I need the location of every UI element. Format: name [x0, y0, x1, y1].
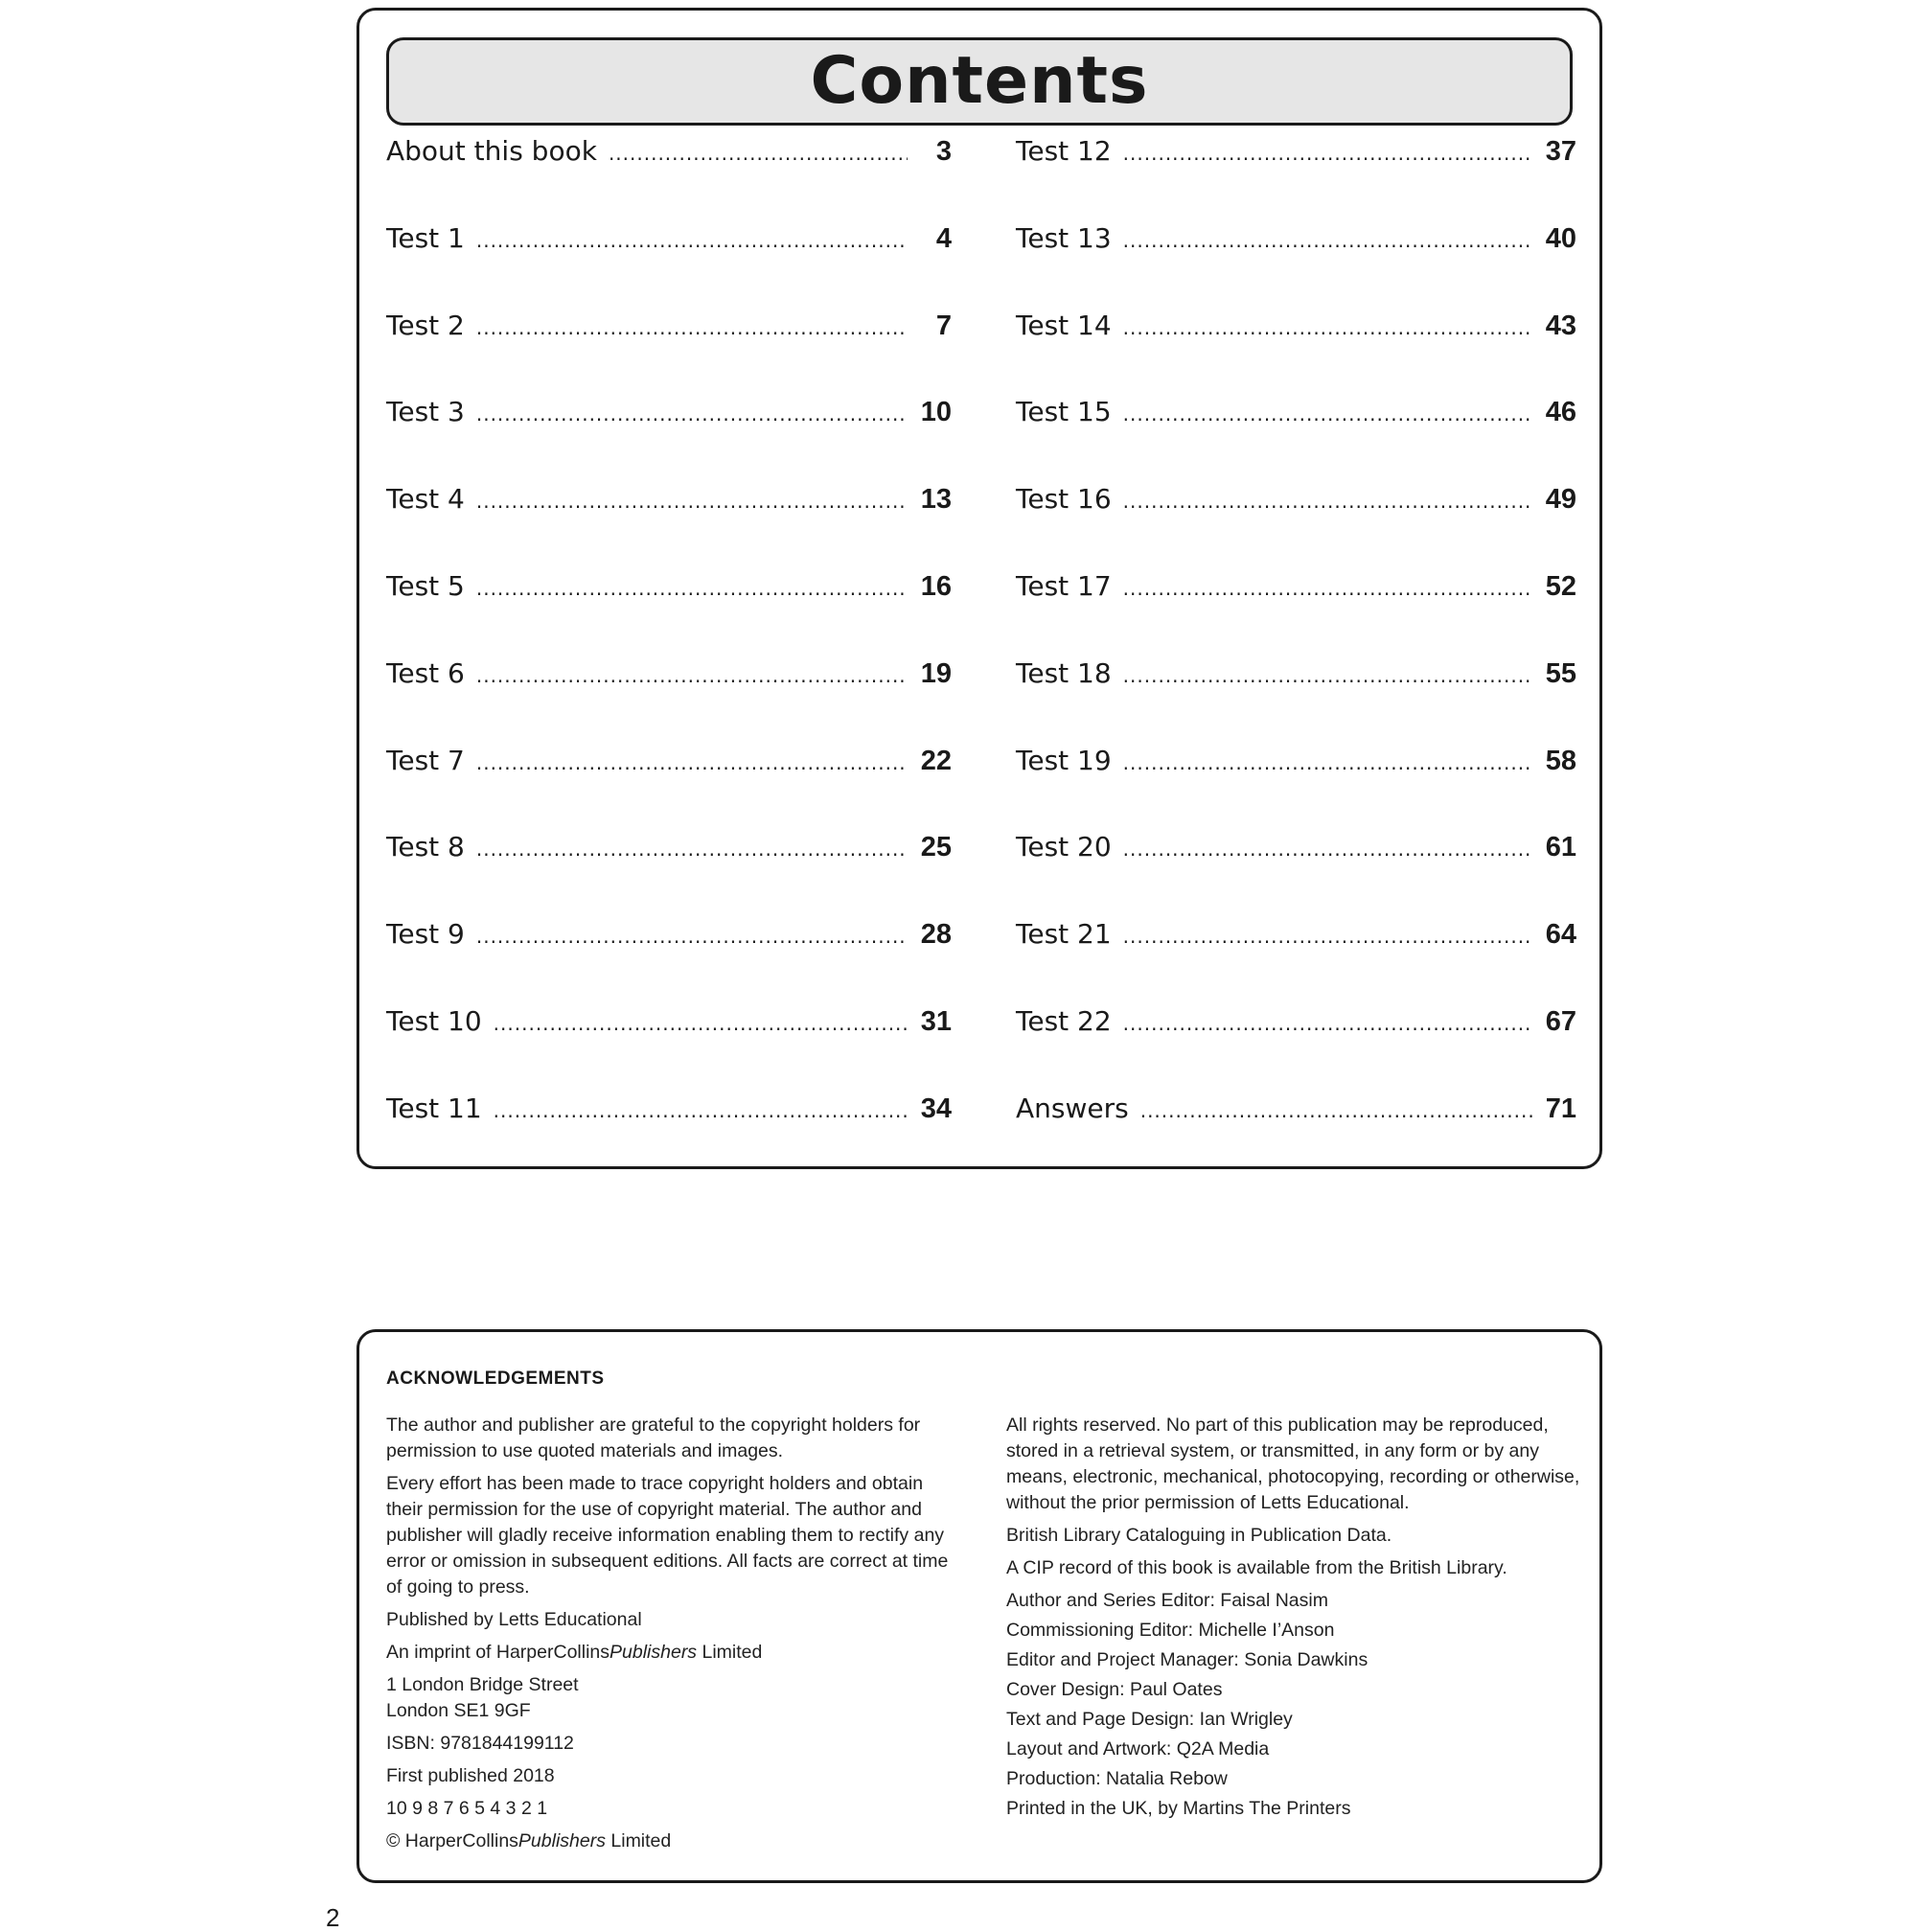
toc-entry-label: Test 20 — [1016, 831, 1112, 863]
toc-leader-dots — [476, 925, 908, 948]
permission-paragraph: The author and publisher are grateful to the copyright holders for permission to use quoted materials and images. — [386, 1414, 921, 1461]
toc-entry-label: Answers — [1016, 1092, 1129, 1124]
toc-entry — [386, 222, 952, 310]
toc-entry-label: Test 12 — [1016, 135, 1112, 167]
toc-entry — [386, 483, 952, 570]
toc-leader-dots — [1123, 664, 1532, 687]
toc-entry-label: Test 1 — [386, 221, 465, 254]
toc-entry-label: Test 4 — [386, 483, 465, 516]
toc-entry-page: 16 — [920, 570, 952, 602]
toc-leader-dots — [494, 1099, 908, 1122]
toc-entry-page: 61 — [1545, 832, 1576, 863]
toc-entry — [1016, 396, 1576, 483]
toc-entry-page: 3 — [935, 136, 952, 167]
toc-entry — [1016, 1005, 1576, 1092]
acknowledgements-right-column — [1006, 1413, 1581, 1826]
copyright-effort-paragraph: Every effort has been made to trace copyright holders and obtain their permission for the use of copyright material. The author and publisher will gladly receive information enabling them to rectify any error or omission in subsequent editions. All facts are correct at time of going to press. — [386, 1473, 949, 1598]
toc-entry-label: About this book — [386, 135, 597, 167]
toc-leader-dots — [1123, 751, 1532, 774]
toc-leader-dots — [1140, 1099, 1532, 1122]
toc-entry-page: 49 — [1545, 484, 1576, 516]
toc-leader-dots — [1123, 316, 1532, 339]
toc-entry-page: 40 — [1545, 222, 1576, 254]
toc-entry-label: Test 15 — [1016, 396, 1112, 428]
first-published: First published 2018 — [386, 1765, 555, 1786]
toc-entry — [1016, 831, 1576, 918]
toc-entry-page: 7 — [935, 310, 952, 341]
toc-entry — [386, 745, 952, 832]
toc-entry-label: Test 5 — [386, 569, 465, 602]
cataloguing-line: British Library Cataloguing in Publication Data. — [1006, 1525, 1392, 1546]
toc-entry-page: 58 — [1545, 745, 1576, 776]
credit-line: Author and Series Editor: Faisal Nasim — [1006, 1590, 1328, 1611]
contents-title-bar — [386, 37, 1573, 126]
published-by: Published by Letts Educational — [386, 1609, 642, 1630]
toc-entry-label: Test 11 — [386, 1092, 482, 1124]
toc-leader-dots — [1123, 1012, 1532, 1035]
toc-entry-page: 34 — [920, 1092, 952, 1124]
toc-leader-dots — [476, 316, 908, 339]
credit-line: Cover Design: Paul Oates — [1006, 1679, 1223, 1700]
toc-entry-page: 28 — [920, 919, 952, 951]
toc-entry — [386, 396, 952, 483]
toc-entry-label: Test 18 — [1016, 656, 1112, 689]
toc-leader-dots — [1123, 142, 1532, 165]
credit-line: Editor and Project Manager: Sonia Dawkins — [1006, 1649, 1368, 1670]
toc-entry-page: 43 — [1545, 310, 1576, 341]
credit-line: Commissioning Editor: Michelle I’Anson — [1006, 1620, 1335, 1641]
imprint-line: An imprint of HarperCollinsPublishers Limited — [386, 1642, 763, 1663]
toc-entry — [1016, 657, 1576, 745]
toc-leader-dots — [609, 142, 908, 165]
toc-entry — [386, 1092, 952, 1180]
toc-entry-page: 37 — [1545, 136, 1576, 167]
toc-right-column — [1016, 135, 1576, 1180]
toc-entry-page: 64 — [1545, 919, 1576, 951]
toc-leader-dots — [476, 402, 908, 426]
toc-entry-label: Test 22 — [1016, 1004, 1112, 1037]
toc-entry — [1016, 570, 1576, 657]
toc-entry-label: Test 21 — [1016, 918, 1112, 951]
toc-entry-label: Test 17 — [1016, 569, 1112, 602]
toc-entry — [1016, 222, 1576, 310]
toc-entry — [1016, 310, 1576, 397]
contents-title: Contents — [810, 43, 1149, 119]
toc-entry-label: Test 6 — [386, 656, 465, 689]
toc-leader-dots — [1123, 490, 1532, 513]
toc-entry-page: 25 — [920, 832, 952, 863]
toc-entry-label: Test 14 — [1016, 309, 1112, 341]
toc-entry-page: 22 — [920, 745, 952, 776]
toc-entry-page: 55 — [1545, 657, 1576, 689]
toc-entry-page: 71 — [1545, 1092, 1576, 1124]
toc-entry-page: 31 — [920, 1005, 952, 1037]
toc-entry-label: Test 7 — [386, 744, 465, 776]
credits-list — [1006, 1588, 1581, 1822]
credit-line: Text and Page Design: Ian Wrigley — [1006, 1709, 1293, 1730]
toc-leader-dots — [1123, 925, 1532, 948]
toc-entry — [386, 310, 952, 397]
toc-leader-dots — [476, 838, 908, 861]
toc-entry-label: Test 8 — [386, 831, 465, 863]
printing-line: 10 9 8 7 6 5 4 3 2 1 — [386, 1798, 548, 1819]
toc-leader-dots — [1123, 838, 1532, 861]
toc-leader-dots — [476, 490, 908, 513]
toc-leader-dots — [1123, 229, 1532, 252]
toc-entry-label: Test 13 — [1016, 221, 1112, 254]
toc-entry — [1016, 483, 1576, 570]
toc-entry — [1016, 135, 1576, 222]
rights-paragraph: All rights reserved. No part of this publication may be reproduced, stored in a retrieval system, or transmitted, in any form or by any means, electronic, mechanical, photocopying, recording or otherwise, without the prior permission of Letts Educational. — [1006, 1414, 1580, 1513]
credit-line: Production: Natalia Rebow — [1006, 1768, 1228, 1789]
isbn: ISBN: 9781844199112 — [386, 1733, 574, 1754]
toc-entry — [386, 135, 952, 222]
toc-leader-dots — [476, 229, 908, 252]
acknowledgements-panel — [356, 1329, 1602, 1883]
credit-line: Printed in the UK, by Martins The Printers — [1006, 1798, 1351, 1819]
toc-entry-page: 19 — [920, 657, 952, 689]
acknowledgements-heading: ACKNOWLEDGEMENTS — [386, 1368, 605, 1389]
contents-panel — [356, 8, 1602, 1169]
toc-entry — [386, 918, 952, 1005]
publisher-address: 1 London Bridge Street London SE1 9GF — [386, 1674, 579, 1721]
toc-entry-label: Test 16 — [1016, 483, 1112, 516]
toc-entry — [386, 1005, 952, 1092]
cip-line: A CIP record of this book is available from the British Library. — [1006, 1557, 1507, 1578]
toc-leader-dots — [476, 664, 908, 687]
toc-leader-dots — [1123, 402, 1532, 426]
toc-entry — [386, 657, 952, 745]
acknowledgements-left-column — [386, 1413, 961, 1861]
toc-leader-dots — [494, 1012, 908, 1035]
credit-line: Layout and Artwork: Q2A Media — [1006, 1738, 1270, 1760]
toc-left-column — [386, 135, 952, 1180]
copyright-line: © HarperCollinsPublishers Limited — [386, 1830, 672, 1852]
toc-entry — [1016, 745, 1576, 832]
page-number: 2 — [326, 1903, 340, 1932]
toc-entry — [386, 570, 952, 657]
toc-entry-label: Test 19 — [1016, 744, 1112, 776]
toc-entry-page: 10 — [920, 397, 952, 428]
toc-entry — [1016, 1092, 1576, 1180]
toc-entry — [1016, 918, 1576, 1005]
toc-leader-dots — [476, 751, 908, 774]
toc-entry-label: Test 10 — [386, 1004, 482, 1037]
toc-entry-page: 13 — [920, 484, 952, 516]
toc-entry-page: 67 — [1545, 1005, 1576, 1037]
toc-entry-label: Test 9 — [386, 918, 465, 951]
toc-leader-dots — [1123, 577, 1532, 600]
toc-entry-page: 52 — [1545, 570, 1576, 602]
toc-leader-dots — [476, 577, 908, 600]
toc-entry-label: Test 3 — [386, 396, 465, 428]
toc-entry-page: 4 — [935, 222, 952, 254]
toc-entry-page: 46 — [1545, 397, 1576, 428]
toc-entry-label: Test 2 — [386, 309, 465, 341]
toc-entry — [386, 831, 952, 918]
